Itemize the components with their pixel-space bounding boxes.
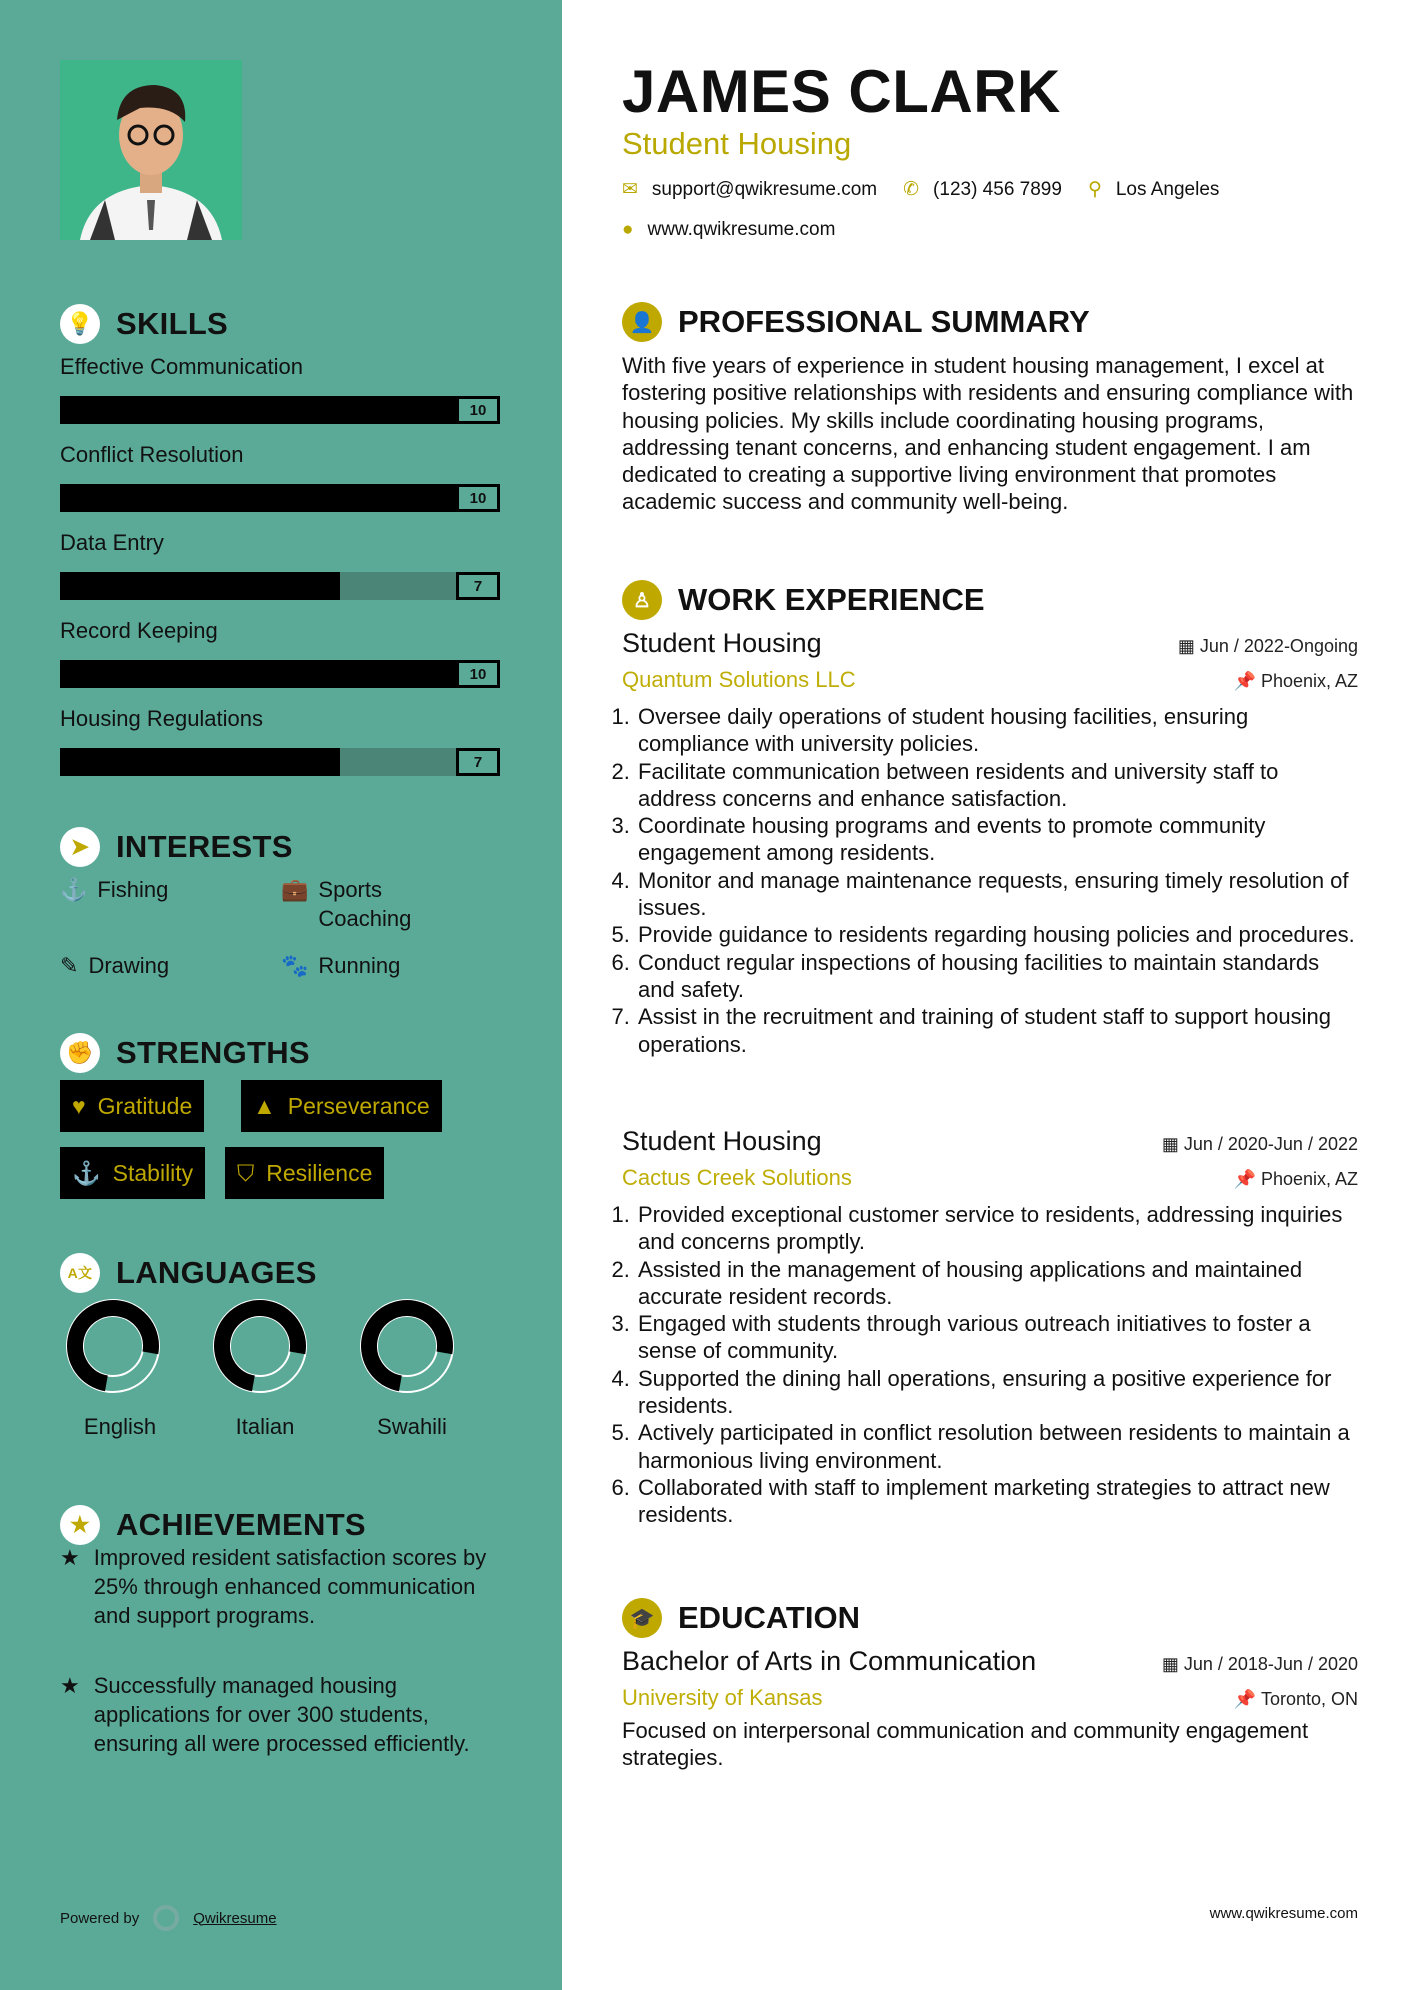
interests-heading: [60, 827, 293, 867]
work-section: [622, 580, 1358, 620]
paw-icon: 🐾: [281, 953, 309, 978]
language-donuts: [0, 1290, 562, 1420]
language-label: English: [83, 1414, 157, 1439]
interest-item: [281, 875, 451, 933]
pin-icon: 📌: [1233, 1689, 1261, 1709]
summary-text: With five years of experience in student housing management, I excel at fostering positive relationships with residents and ensuring compliance with housing policies. My skills include coordinating housing programs, addressing tenant concerns, and enhancing student engagement. I am dedicated to creating a supportive living environment that promotes academic success and community well-being.: [622, 353, 1354, 515]
job-bullet: 5. Actively participated in conflict resolution between residents to maintain a harmonious living environment.: [636, 1419, 1358, 1474]
powered-by: [60, 1905, 277, 1931]
job-location: Phoenix, AZ: [1260, 671, 1358, 691]
achievement-text: Improved resident satisfaction scores by 25% through enhanced communication and support programs.: [93, 1545, 487, 1628]
skill-label: Record Keeping: [60, 618, 218, 643]
strength-chip: [60, 1080, 204, 1132]
email[interactable]: support@qwikresume.com: [651, 178, 878, 200]
job-title: Student Housing: [622, 1126, 822, 1156]
anchor-icon: ⚓: [72, 1159, 101, 1186]
language-label: Swahili: [377, 1414, 447, 1439]
phone-icon: ✆: [903, 179, 920, 200]
language-label: Italian: [235, 1414, 295, 1439]
skill-value: 10: [456, 396, 500, 424]
strength-label: Stability: [112, 1159, 194, 1186]
briefcase-icon: ♙: [622, 580, 662, 620]
strength-chip: [225, 1147, 384, 1199]
job-bullet: 6. Collaborated with staff to implement marketing strategies to attract new residents.: [636, 1474, 1358, 1529]
pencil-icon: ✎: [60, 953, 79, 978]
map-pin-icon: ⚲: [1087, 179, 1102, 200]
skill-label: Housing Regulations: [60, 706, 264, 731]
calendar-icon: ▦: [1161, 1134, 1184, 1154]
skill-bar-fill: [60, 660, 500, 688]
powered-by-text: Powered by: [60, 1909, 140, 1927]
calendar-icon: ▦: [1161, 1654, 1184, 1674]
skill-value: 7: [456, 748, 500, 776]
work-heading: WORK EXPERIENCE: [678, 582, 985, 617]
job-bullets: [616, 703, 1358, 1058]
strength-chip: [60, 1147, 205, 1199]
education-description: Focused on interpersonal communication and community engagement strategies.: [622, 1718, 1309, 1771]
skill-item: [60, 530, 500, 600]
job-bullet: 4. Supported the dining hall operations, ensuring a positive experience for residents.: [636, 1365, 1358, 1420]
envelope-icon: ✉: [622, 179, 638, 200]
skill-label: Data Entry: [60, 530, 164, 555]
degree: Bachelor of Arts in Communication: [622, 1646, 1037, 1676]
job-bullet: 4. Monitor and manage maintenance requests, ensuring timely resolution of issues.: [636, 867, 1358, 922]
skill-bar: [60, 396, 500, 424]
skill-bar-fill: [60, 748, 340, 776]
star-icon: ★: [60, 1505, 100, 1545]
skill-value: 10: [456, 484, 500, 512]
skill-value: 7: [456, 572, 500, 600]
job-dates: Jun / 2022-Ongoing: [1199, 636, 1358, 656]
job-bullet: 6. Conduct regular inspections of housing facilities to maintain standards and safety.: [636, 949, 1358, 1004]
job-title: Student Housing: [622, 628, 822, 658]
star-icon: ★: [60, 1673, 80, 1698]
graduate-icon: 🎓: [622, 1598, 662, 1638]
strength-label: Perseverance: [287, 1092, 430, 1119]
profile-photo: [60, 60, 242, 240]
languages-title: LANGUAGES: [116, 1255, 317, 1290]
interest-item: [60, 875, 168, 904]
achievement-item: [60, 1543, 510, 1630]
skill-item: [60, 442, 500, 512]
pin-icon: 📌: [1233, 671, 1261, 691]
job-bullet: 7. Assist in the recruitment and training of student staff to support housing operations.: [636, 1003, 1358, 1058]
strengths-heading: [60, 1033, 310, 1073]
skill-bar: [60, 748, 500, 776]
interest-label: Sports Coaching: [318, 877, 412, 931]
job-bullet: 5. Provide guidance to residents regarding housing policies and procedures.: [636, 921, 1358, 948]
skill-item: [60, 706, 500, 776]
qwikresume-logo-icon: [153, 1905, 179, 1931]
road-icon: ▲: [253, 1092, 276, 1119]
language-icon: A文: [60, 1253, 100, 1293]
skill-label: Effective Communication: [60, 354, 303, 379]
globe-icon: ●: [622, 219, 634, 240]
job-bullet: 1. Provided exceptional customer service to residents, addressing inquiries and concerns promptly.: [636, 1201, 1358, 1256]
skill-bar: [60, 660, 500, 688]
achievements-title: ACHIEVEMENTS: [116, 1507, 366, 1542]
paper-plane-icon: ➤: [60, 827, 100, 867]
interest-label: Drawing: [88, 953, 170, 978]
location: Los Angeles: [1115, 178, 1220, 200]
interest-item: [281, 951, 400, 980]
skill-bar-fill: [60, 572, 340, 600]
phone: (123) 456 7899: [933, 178, 1062, 200]
interest-label: Running: [318, 953, 401, 978]
education-location: Toronto, ON: [1260, 1689, 1358, 1709]
job-bullet: 1. Oversee daily operations of student housing facilities, ensuring compliance with university policies.: [636, 703, 1358, 758]
summary-section: [622, 302, 1358, 516]
company: Cactus Creek Solutions: [622, 1165, 852, 1190]
skill-item: [60, 618, 500, 688]
strength-label: Gratitude: [97, 1092, 193, 1119]
candidate-title: Student Housing: [622, 126, 852, 161]
job-entry: [622, 628, 1358, 1058]
job-location: Phoenix, AZ: [1260, 1169, 1358, 1189]
job-bullet: 2. Facilitate communication between residents and university staff to address concerns and enhance satisfaction.: [636, 758, 1358, 813]
strength-chip: [241, 1080, 442, 1132]
education-dates: Jun / 2018-Jun / 2020: [1183, 1654, 1358, 1674]
job-bullets: [616, 1201, 1358, 1529]
job-bullet: 2. Assisted in the management of housing applications and maintained accurate resident records.: [636, 1256, 1358, 1311]
lightbulb-icon: 💡: [60, 304, 100, 344]
skill-bar-fill: [60, 484, 500, 512]
languages-heading: [60, 1253, 317, 1293]
briefcase-icon: 💼: [281, 877, 309, 902]
website[interactable]: www.qwikresume.com: [647, 219, 836, 240]
job-bullet: 3. Coordinate housing programs and events to promote community engagement among residents.: [636, 812, 1358, 867]
interest-item: [60, 951, 169, 980]
achievement-item: [60, 1671, 510, 1758]
skills-heading: [60, 304, 228, 344]
skill-item: [60, 354, 500, 424]
achievement-text: Successfully managed housing applications for over 300 students, ensuring all were processed efficiently.: [93, 1673, 470, 1756]
strength-label: Resilience: [266, 1159, 373, 1186]
qwikresume-link[interactable]: Qwikresume: [193, 1909, 277, 1927]
fist-icon: ✊: [60, 1033, 100, 1073]
skill-label: Conflict Resolution: [60, 442, 244, 467]
job-bullet: 3. Engaged with students through various outreach initiatives to foster a sense of community.: [636, 1310, 1358, 1365]
anchor-icon: ⚓: [60, 877, 88, 902]
skill-value: 10: [456, 660, 500, 688]
school: University of Kansas: [622, 1685, 823, 1710]
strengths-title: STRENGTHS: [116, 1035, 310, 1070]
footer-website: www.qwikresume.com: [1209, 1905, 1358, 1922]
skill-bar-fill: [60, 396, 500, 424]
heart-icon: ♥: [72, 1092, 86, 1119]
pin-icon: 📌: [1233, 1169, 1261, 1189]
job-dates: Jun / 2020-Jun / 2022: [1183, 1134, 1358, 1154]
achievements-heading: [60, 1505, 366, 1545]
education-heading: EDUCATION: [678, 1600, 860, 1635]
star-icon: ★: [60, 1545, 80, 1570]
company: Quantum Solutions LLC: [622, 667, 856, 692]
shield-icon: ⛉: [237, 1159, 255, 1186]
interests-title: INTERESTS: [116, 829, 293, 864]
summary-heading: PROFESSIONAL SUMMARY: [678, 304, 1090, 339]
header: [622, 58, 1358, 241]
calendar-icon: ▦: [1177, 636, 1200, 656]
education-section: [622, 1598, 1358, 1772]
job-entry: [622, 1126, 1358, 1529]
interest-label: Fishing: [97, 877, 169, 902]
candidate-name: JAMES CLARK: [622, 58, 1061, 125]
user-icon: 👤: [622, 302, 662, 342]
skill-bar: [60, 572, 500, 600]
skill-bar: [60, 484, 500, 512]
skills-title: SKILLS: [116, 306, 229, 341]
